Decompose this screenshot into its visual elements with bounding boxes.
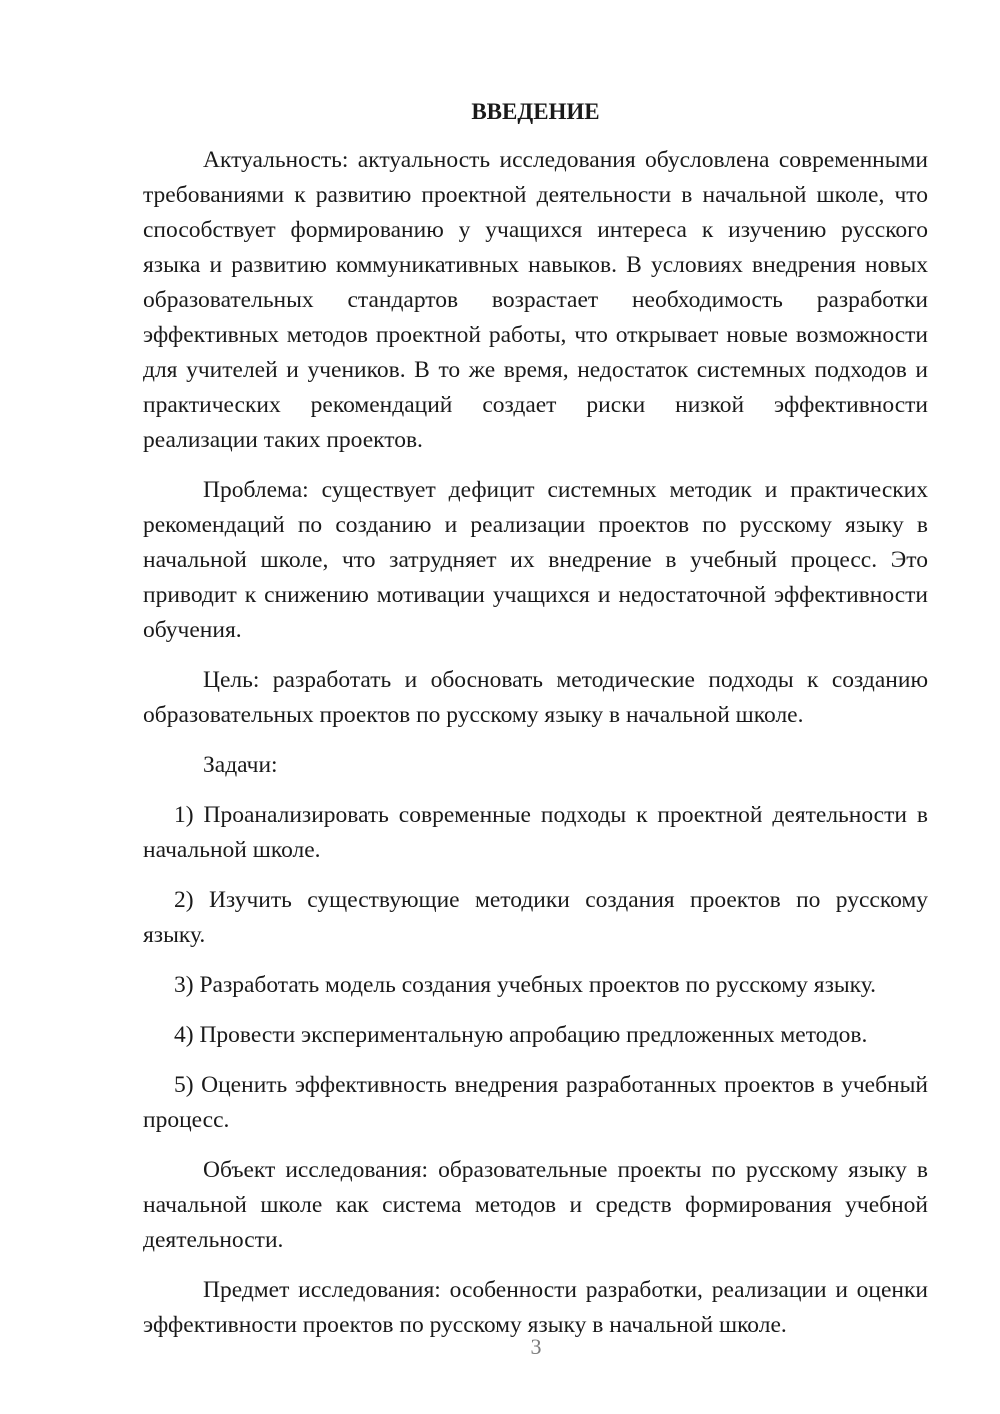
section-title: ВВЕДЕНИЕ xyxy=(471,99,600,124)
paragraph-problem: Проблема: существует дефицит системных методик и практических рекомендаций по созданию и реализации проектов по русскому языку в начальной школе, что затрудняет их внедрение в учебный процесс. Это приводит к снижению мотивации учащихся и недостаточной эффективности обучения. xyxy=(143,477,928,643)
task-item-3: 3) Разработать модель создания учебных проектов по русскому языку. xyxy=(174,972,877,998)
page-content xyxy=(143,94,928,1358)
page-number: 3 xyxy=(530,1334,542,1359)
paragraph-tasks-heading: Задачи: xyxy=(203,752,278,778)
task-item-2: 2) Изучить существующие методики создания проектов по русскому языку. xyxy=(143,887,928,948)
paragraph-goal: Цель: разработать и обосновать методические подходы к созданию образовательных проектов по русскому языку в начальной школе. xyxy=(143,667,928,728)
task-item-4: 4) Провести экспериментальную апробацию предложенных методов. xyxy=(174,1022,868,1048)
task-item-1: 1) Проанализировать современные подходы к проектной деятельности в начальной школе. xyxy=(143,802,928,863)
paragraph-object: Объект исследования: образовательные проекты по русскому языку в начальной школе как система методов и средств формирования учебной деятельности. xyxy=(143,1157,928,1253)
paragraph-subject: Предмет исследования: особенности разработки, реализации и оценки эффективности проектов по русскому языку в начальной школе. xyxy=(143,1277,928,1338)
task-item-5: 5) Оценить эффективность внедрения разработанных проектов в учебный процесс. xyxy=(143,1072,928,1133)
paragraph-relevance: Актуальность: актуальность исследования обусловлена современными требованиями к развитию проектной деятельности в начальной школе, что способствует формированию у учащихся интереса к изучению русского языка и развитию коммуникативных навыков. В условиях внедрения новых образовательных стандартов возрастает необходимость разработки эффективных методов проектной работы, что открывает новые возможности для учителей и учеников. В то же время, недостаток системных подходов и практических рекомендаций создает риски низкой эффективности реализации таких проектов. xyxy=(143,147,928,453)
